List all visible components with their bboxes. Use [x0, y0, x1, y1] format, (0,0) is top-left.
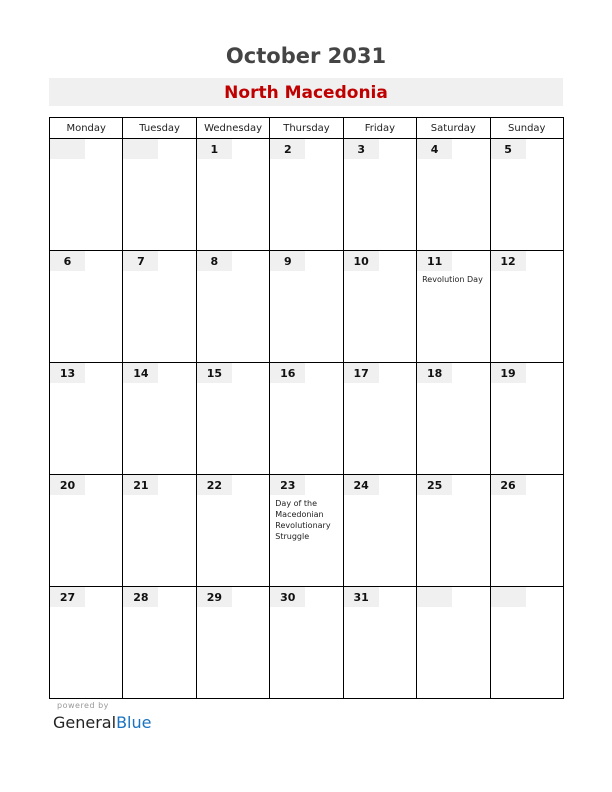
empty-day-chip: [491, 587, 526, 607]
day-number: 18: [417, 363, 452, 383]
day-cell: [417, 475, 490, 587]
day-number: 5: [491, 139, 526, 159]
day-cell: [123, 363, 196, 475]
day-cell: [270, 139, 343, 251]
day-number: 19: [491, 363, 526, 383]
day-number: 2: [270, 139, 305, 159]
day-number: 15: [197, 363, 232, 383]
day-number: 11: [417, 251, 452, 271]
day-cell: [50, 475, 123, 587]
weekday-header: Sunday: [490, 118, 563, 139]
day-number: 10: [344, 251, 379, 271]
day-number: 7: [123, 251, 158, 271]
day-cell: [196, 251, 269, 363]
day-cell: [490, 251, 563, 363]
day-number: 30: [270, 587, 305, 607]
calendar-grid: [49, 117, 564, 699]
day-cell: [343, 139, 416, 251]
day-cell: [417, 139, 490, 251]
day-number: 1: [197, 139, 232, 159]
weekday-header: Tuesday: [123, 118, 196, 139]
day-number: 17: [344, 363, 379, 383]
day-number: 27: [50, 587, 85, 607]
day-cell: [270, 251, 343, 363]
day-number: 14: [123, 363, 158, 383]
day-cell: [343, 363, 416, 475]
day-number: 26: [491, 475, 526, 495]
day-cell: [196, 587, 269, 699]
weekday-header: Saturday: [417, 118, 490, 139]
day-cell: [123, 587, 196, 699]
day-cell: [50, 251, 123, 363]
day-cell: [270, 475, 343, 587]
day-number: 8: [197, 251, 232, 271]
weekday-header-row: [50, 118, 564, 139]
day-number: 13: [50, 363, 85, 383]
day-cell: [417, 363, 490, 475]
week-row: [50, 363, 564, 475]
week-row: [50, 587, 564, 699]
empty-day-chip: [123, 139, 158, 159]
day-number: 29: [197, 587, 232, 607]
day-number: 25: [417, 475, 452, 495]
day-number: 9: [270, 251, 305, 271]
day-number: 12: [491, 251, 526, 271]
day-cell: [343, 475, 416, 587]
day-cell: [270, 363, 343, 475]
powered-by-label: powered by: [57, 701, 109, 710]
day-number: 31: [344, 587, 379, 607]
day-number: 24: [344, 475, 379, 495]
day-number: 6: [50, 251, 85, 271]
empty-day-chip: [417, 587, 452, 607]
day-number: 22: [197, 475, 232, 495]
weekday-header: Friday: [343, 118, 416, 139]
day-cell: [343, 587, 416, 699]
day-cell: [343, 251, 416, 363]
day-cell: [490, 587, 563, 699]
day-number: 20: [50, 475, 85, 495]
day-number: 3: [344, 139, 379, 159]
week-row: [50, 139, 564, 251]
day-cell: [196, 475, 269, 587]
day-number: 16: [270, 363, 305, 383]
country-name: North Macedonia: [49, 78, 563, 106]
day-cell: [123, 139, 196, 251]
week-row: [50, 251, 564, 363]
weekday-header: Thursday: [270, 118, 343, 139]
day-cell: [50, 139, 123, 251]
day-cell: [50, 363, 123, 475]
weekday-header: Wednesday: [196, 118, 269, 139]
holiday-label: Day of the Macedonian Revolutionary Struggle: [275, 499, 331, 541]
generalblue-logo: [53, 713, 151, 732]
brand-blue: Blue: [116, 713, 152, 732]
week-row: [50, 475, 564, 587]
day-number: 28: [123, 587, 158, 607]
day-cell: [270, 587, 343, 699]
day-cell: [490, 139, 563, 251]
day-number: 21: [123, 475, 158, 495]
empty-day-chip: [50, 139, 85, 159]
day-cell: [417, 587, 490, 699]
brand-general: General: [53, 713, 117, 732]
day-number: 23: [270, 475, 305, 495]
holiday-label: Revolution Day: [422, 275, 483, 284]
weekday-header: Monday: [50, 118, 123, 139]
day-number: 4: [417, 139, 452, 159]
day-cell: [123, 251, 196, 363]
day-cell: [123, 475, 196, 587]
day-cell: [196, 363, 269, 475]
day-cell: [50, 587, 123, 699]
calendar-title: October 2031: [225, 44, 387, 68]
day-cell: [196, 139, 269, 251]
day-cell: [490, 363, 563, 475]
day-cell: [490, 475, 563, 587]
day-cell: [417, 251, 490, 363]
